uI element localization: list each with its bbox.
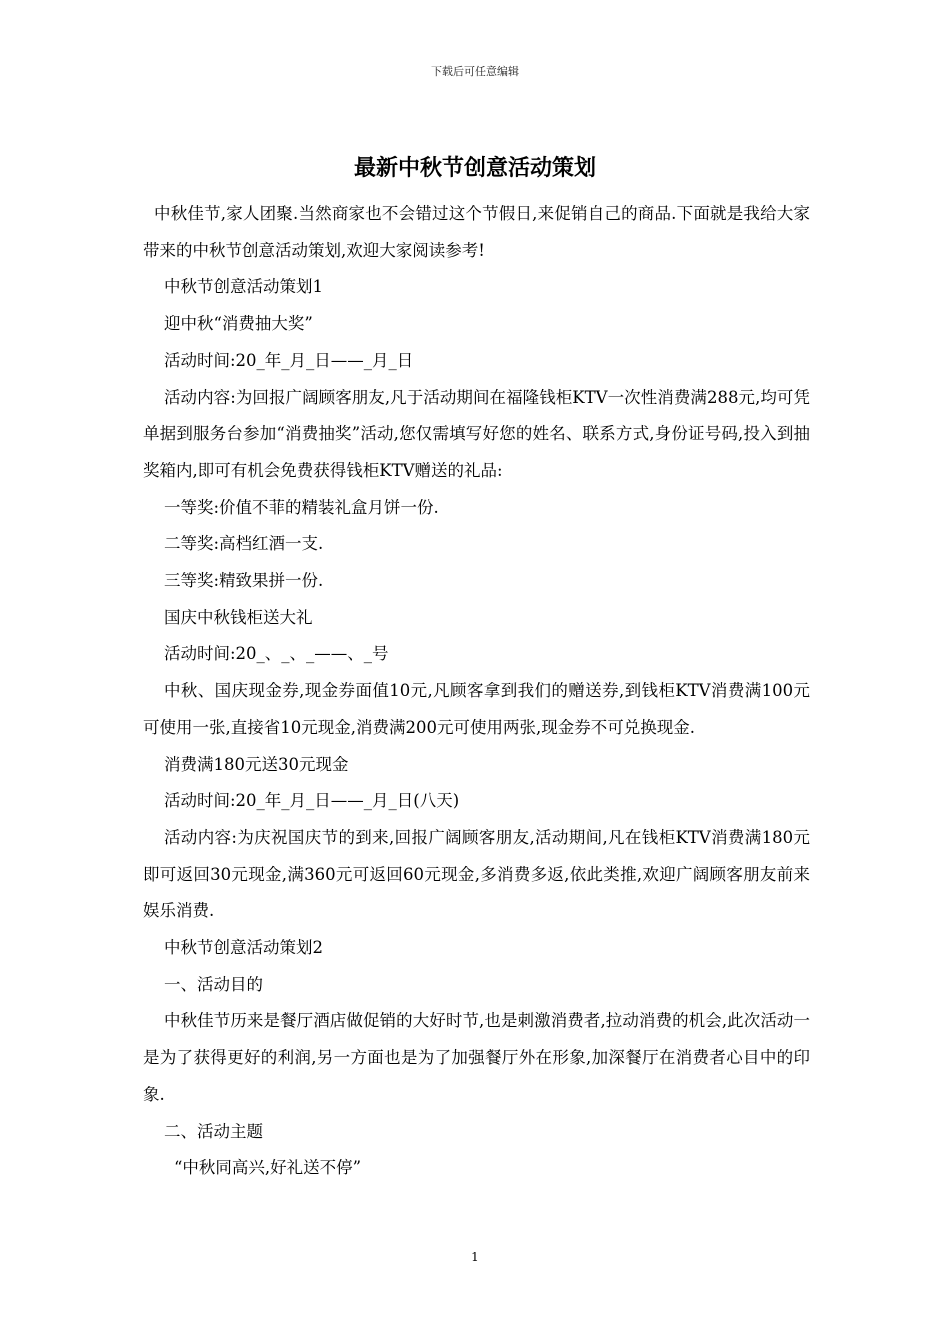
document-title: 最新中秋节创意活动策划 xyxy=(353,155,596,181)
lottery-content: 活动内容:为回报广阔顾客朋友,凡于活动期间在福隆钱柜KTV一次性消费满288元,均可凭单据到服务台参加“消费抽奖”活动,您仅需填写好您的姓名、联系方式,身份证号码,投入到抽奖箱内,即可有机会免费获得钱柜KTV赠送的礼品: xyxy=(143,387,810,480)
gift-time: 活动时间:20_、_、_——、_号 xyxy=(164,644,389,664)
subheading-gift: 国庆中秋钱柜送大礼 xyxy=(164,607,313,627)
cashback-content: 活动内容:为庆祝国庆节的到来,回报广阔顾客朋友,活动期间,凡在钱柜KTV消费满180元即可返回30元现金,满360元可返回60元现金,多消费多返,依此类推,欢迎广阔顾客朋友前来娱乐消费. xyxy=(143,827,810,921)
page-number: 1 xyxy=(471,1250,479,1264)
third-prize: 三等奖:精致果拼一份. xyxy=(164,571,324,591)
second-prize: 二等奖:高档红酒一支. xyxy=(164,534,324,554)
cashback-time: 活动时间:20_年_月_日——_月_日(八天) xyxy=(164,791,460,811)
section-heading-plan-1: 中秋节创意活动策划1 xyxy=(164,277,323,297)
section-heading-plan-2: 中秋节创意活动策划2 xyxy=(164,938,323,958)
voucher-paragraph: 中秋、国庆现金券,现金券面值10元,凡顾客拿到我们的赠送券,到钱柜KTV消费满100元可使用一张,直接省10元现金,消费满200元可使用两张,现金券不可兑换现金. xyxy=(143,681,810,737)
document-body xyxy=(143,196,810,1187)
heading-theme: 二、活动主题 xyxy=(164,1121,263,1141)
theme-slogan: “中秋同高兴,好礼送不停” xyxy=(174,1158,362,1178)
first-prize: 一等奖:价值不菲的精装礼盒月饼一份. xyxy=(164,497,439,517)
header-note: 下载后可任意编辑 xyxy=(431,65,519,78)
heading-purpose: 一、活动目的 xyxy=(164,974,263,994)
subheading-lottery: 迎中秋“消费抽大奖” xyxy=(164,314,313,334)
subheading-cashback: 消费满180元送30元现金 xyxy=(164,754,349,774)
intro-paragraph: 中秋佳节,家人团聚.当然商家也不会错过这个节假日,来促销自己的商品.下面就是我给大家带来的中秋节创意活动策划,欢迎大家阅读参考! xyxy=(143,204,810,260)
purpose-paragraph: 中秋佳节历来是餐厅酒店做促销的大好时节,也是刺激消费者,拉动消费的机会,此次活动一是为了获得更好的利润,另一方面也是为了加强餐厅外在形象,加深餐厅在消费者心目中的印象. xyxy=(143,1011,810,1104)
lottery-time: 活动时间:20_年_月_日——_月_日 xyxy=(164,350,414,370)
